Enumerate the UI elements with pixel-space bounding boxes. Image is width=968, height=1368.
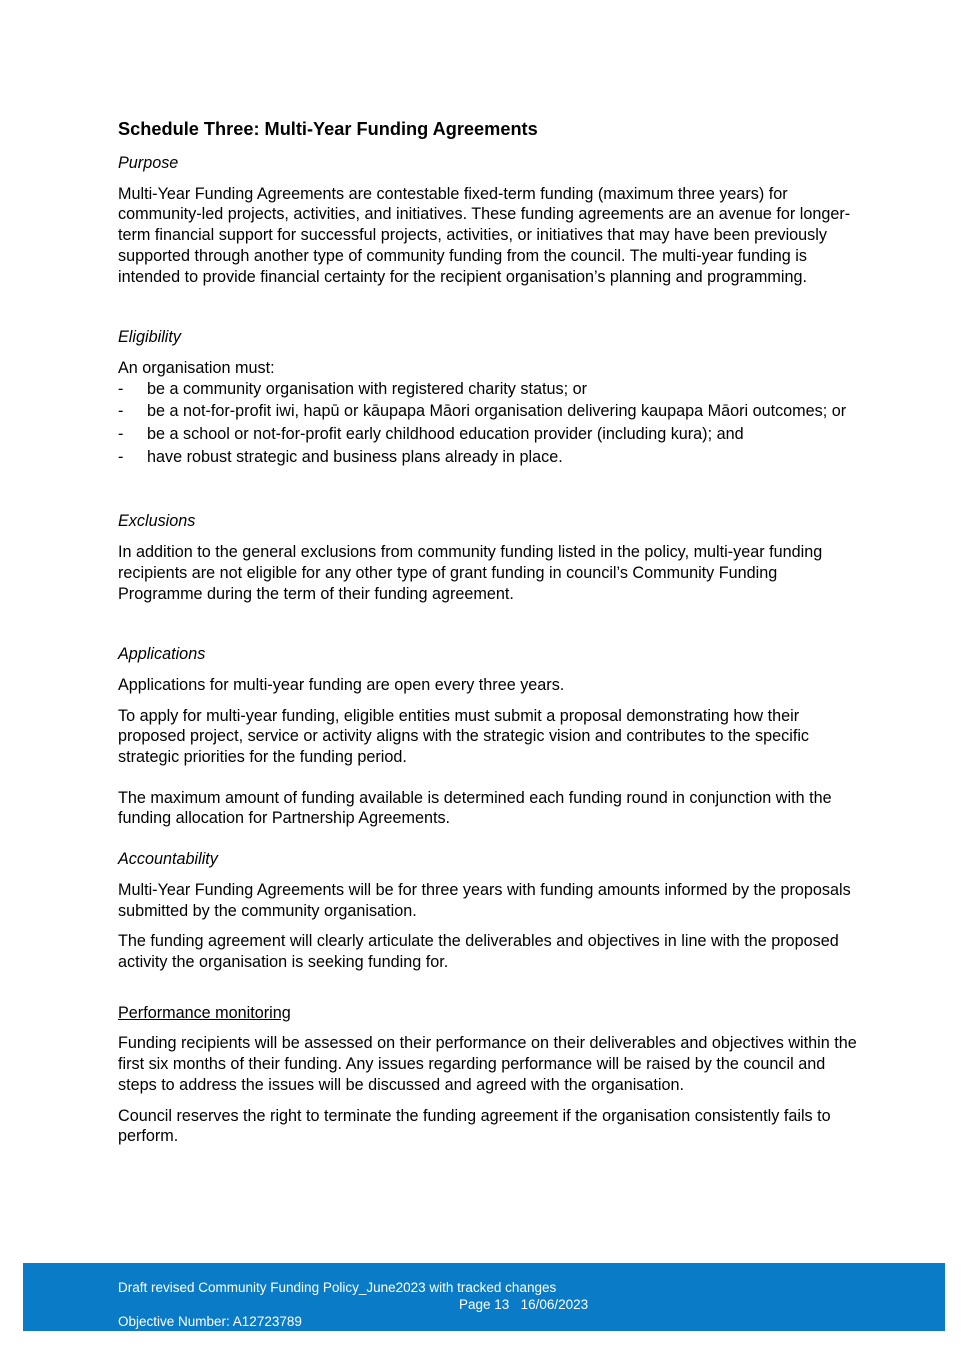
applications-heading: Applications bbox=[118, 645, 206, 664]
page-footer bbox=[23, 1263, 945, 1331]
exclusions-text: In addition to the general exclusions from community funding listed in the policy, multi-year funding recipients are not eligible for any other type of grant funding in council’s Community Funding Programme during the term of their funding agreement. bbox=[118, 543, 823, 603]
performance-paragraph: Funding recipients will be assessed on their performance on their deliverables and objectives within the first six months of their funding. Any issues regarding performance will be raised by the council and steps to address the issues will be discussed and agreed with the organisation. bbox=[118, 1034, 857, 1094]
applications-paragraph: Applications for multi-year funding are open every three years. bbox=[118, 675, 565, 694]
footer-date: 16/06/2023 bbox=[520, 1297, 589, 1312]
footer-page-date bbox=[459, 1296, 588, 1313]
eligibility-list bbox=[118, 379, 858, 468]
page-title: Schedule Three: Multi-Year Funding Agreements bbox=[118, 119, 538, 139]
accountability-paragraph: The funding agreement will clearly articulate the deliverables and objectives in line with the proposed activity the organisation is seeking funding for. bbox=[118, 932, 839, 971]
list-item: - be a not-for-profit iwi, hapū or kāupapa Māori organisation delivering kaupapa Māori outcomes; or bbox=[118, 402, 847, 421]
footer-objective-number: Objective Number: A12723789 bbox=[118, 1314, 302, 1329]
list-item: - have robust strategic and business plans already in place. bbox=[118, 447, 563, 466]
accountability-heading: Accountability bbox=[118, 850, 218, 869]
list-item: - be a school or not-for-profit early childhood education provider (including kura); and bbox=[118, 425, 744, 444]
document-body bbox=[118, 117, 858, 1157]
performance-paragraph: Council reserves the right to terminate the funding agreement if the organisation consistently fails to perform. bbox=[118, 1106, 831, 1146]
applications-paragraph: To apply for multi-year funding, eligible entities must submit a proposal demonstrating how their proposed project, service or activity aligns with the strategic vision and contributes to the specific strategic priorities for the funding period. bbox=[118, 706, 810, 767]
accountability-paragraph: Multi-Year Funding Agreements will be for three years with funding amounts informed by the proposals submitted by the community organisation. bbox=[118, 880, 851, 920]
purpose-text: Multi-Year Funding Agreements are contestable fixed-term funding (maximum three years) for community-led projects, activities, and initiatives. These funding agreements are an avenue for longer-term financial support for successful projects, activities, or initiatives that may have been previously supported through another type of community funding from the council. The multi-year funding is intended to provide financial certainty for the recipient organisation’s planning and programming. bbox=[118, 184, 851, 286]
eligibility-intro: An organisation must: bbox=[118, 358, 275, 377]
footer-page-number: Page 13 bbox=[459, 1297, 510, 1312]
list-item: - be a community organisation with registered charity status; or bbox=[118, 379, 587, 398]
performance-heading: Performance monitoring bbox=[118, 1003, 291, 1022]
applications-paragraph: The maximum amount of funding available is determined each funding round in conjunction with the funding allocation for Partnership Agreements. bbox=[118, 788, 832, 828]
purpose-heading: Purpose bbox=[118, 154, 179, 172]
eligibility-heading: Eligibility bbox=[118, 328, 181, 347]
exclusions-heading: Exclusions bbox=[118, 512, 196, 531]
footer-doc-title: Draft revised Community Funding Policy_June2023 with tracked changes bbox=[118, 1280, 557, 1295]
